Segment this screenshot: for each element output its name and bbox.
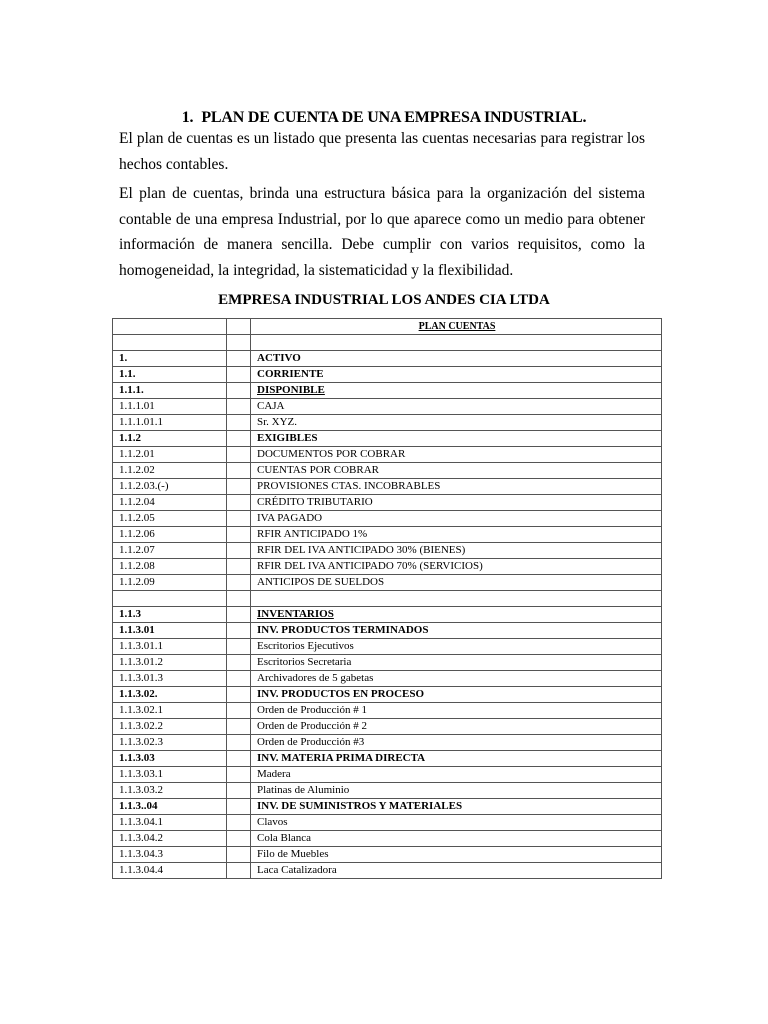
table-cell <box>227 319 251 335</box>
account-code: 1.1.3.04.3 <box>113 847 227 863</box>
account-name: Platinas de Aluminio <box>251 783 662 799</box>
account-code: 1.1.2.08 <box>113 559 227 575</box>
account-name: Orden de Producción # 2 <box>251 719 662 735</box>
account-name: INV. DE SUMINISTROS Y MATERIALES <box>251 799 662 815</box>
table-row <box>113 703 662 719</box>
account-name: CORRIENTE <box>251 367 662 383</box>
table-header-row <box>113 319 662 335</box>
section-number: 1. <box>181 109 194 126</box>
table-row <box>113 671 662 687</box>
table-row <box>113 799 662 815</box>
account-name: Sr. XYZ. <box>251 415 662 431</box>
account-name: RFIR DEL IVA ANTICIPADO 70% (SERVICIOS) <box>251 559 662 575</box>
account-code: 1.1.3.04.1 <box>113 815 227 831</box>
account-name: Laca Catalizadora <box>251 863 662 879</box>
table-row <box>113 431 662 447</box>
table-row <box>113 511 662 527</box>
section-heading <box>0 108 768 128</box>
account-code: 1.1.3.01.3 <box>113 671 227 687</box>
account-name: Madera <box>251 767 662 783</box>
account-code: 1.1. <box>113 367 227 383</box>
table-cell <box>113 319 227 335</box>
table-spacer-row <box>113 591 662 607</box>
account-name: Filo de Muebles <box>251 847 662 863</box>
table-row <box>113 447 662 463</box>
account-code: 1.1.3.03.2 <box>113 783 227 799</box>
account-name: INV. PRODUCTOS TERMINADOS <box>251 623 662 639</box>
account-name: Clavos <box>251 815 662 831</box>
table-row <box>113 575 662 591</box>
table-row <box>113 735 662 751</box>
table-row <box>113 367 662 383</box>
table-row <box>113 815 662 831</box>
account-name: Cola Blanca <box>251 831 662 847</box>
account-name: INV. MATERIA PRIMA DIRECTA <box>251 751 662 767</box>
account-code: 1.1.2.01 <box>113 447 227 463</box>
account-name: RFIR ANTICIPADO 1% <box>251 527 662 543</box>
table-row <box>113 639 662 655</box>
account-name: DISPONIBLE <box>251 383 662 399</box>
section-title: PLAN DE CUENTA DE UNA EMPRESA INDUSTRIAL. <box>201 109 587 126</box>
table-row <box>113 687 662 703</box>
account-code: 1.1.2.02 <box>113 463 227 479</box>
account-code: 1.1.2.07 <box>113 543 227 559</box>
account-code: 1.1.3.01.1 <box>113 639 227 655</box>
chart-of-accounts-table <box>112 318 662 879</box>
account-code: 1.1.3.02.3 <box>113 735 227 751</box>
table-row <box>113 463 662 479</box>
table-row <box>113 415 662 431</box>
account-name: CAJA <box>251 399 662 415</box>
table-spacer-row <box>113 335 662 351</box>
account-code: 1.1.2.09 <box>113 575 227 591</box>
company-title: EMPRESA INDUSTRIAL LOS ANDES CIA LTDA <box>218 292 550 308</box>
account-code: 1.1.2 <box>113 431 227 447</box>
account-code: 1. <box>113 351 227 367</box>
table-row <box>113 607 662 623</box>
account-name: Archivadores de 5 gabetas <box>251 671 662 687</box>
table-row <box>113 751 662 767</box>
account-name: EXIGIBLES <box>251 431 662 447</box>
account-code: 1.1.3.01.2 <box>113 655 227 671</box>
account-name: PROVISIONES CTAS. INCOBRABLES <box>251 479 662 495</box>
account-name: IVA PAGADO <box>251 511 662 527</box>
table-row <box>113 399 662 415</box>
account-code: 1.1.2.04 <box>113 495 227 511</box>
account-name: Escritorios Ejecutivos <box>251 639 662 655</box>
account-code: 1.1.3.02.2 <box>113 719 227 735</box>
table-header-cell <box>251 319 662 335</box>
table-row <box>113 783 662 799</box>
account-code: 1.1.3.02.1 <box>113 703 227 719</box>
account-name: Escritorios Secretaria <box>251 655 662 671</box>
table-row <box>113 559 662 575</box>
account-name: Orden de Producción # 1 <box>251 703 662 719</box>
table-row <box>113 767 662 783</box>
account-name: ANTICIPOS DE SUELDOS <box>251 575 662 591</box>
account-code: 1.1.2.03.(-) <box>113 479 227 495</box>
table-header-label: PLAN CUENTAS <box>418 321 496 332</box>
account-code: 1.1.3..04 <box>113 799 227 815</box>
account-name: INVENTARIOS <box>251 607 662 623</box>
account-name: CUENTAS POR COBRAR <box>251 463 662 479</box>
account-code: 1.1.2.06 <box>113 527 227 543</box>
table-row <box>113 847 662 863</box>
table-row <box>113 543 662 559</box>
account-name: Orden de Producción #3 <box>251 735 662 751</box>
table-row <box>113 623 662 639</box>
account-code: 1.1.3 <box>113 607 227 623</box>
account-name: DOCUMENTOS POR COBRAR <box>251 447 662 463</box>
table-row <box>113 655 662 671</box>
table-row <box>113 383 662 399</box>
account-code: 1.1.1.01.1 <box>113 415 227 431</box>
account-name: ACTIVO <box>251 351 662 367</box>
account-name: INV. PRODUCTOS EN PROCESO <box>251 687 662 703</box>
description-paragraph: El plan de cuentas, brinda una estructura básica para la organización del sistema contable de una empresa Industrial, por lo que aparece como un medio para obtener información de manera sencilla. Debe cumplir con varios requisitos, como la homogeneidad, la integridad, la sistematicidad y la flexibilidad. <box>119 185 645 279</box>
table-row <box>113 495 662 511</box>
account-code: 1.1.3.04.4 <box>113 863 227 879</box>
account-code: 1.1.2.05 <box>113 511 227 527</box>
table-row <box>113 831 662 847</box>
table-row <box>113 863 662 879</box>
table-row <box>113 719 662 735</box>
account-code: 1.1.3.04.2 <box>113 831 227 847</box>
account-name: CRÉDITO TRIBUTARIO <box>251 495 662 511</box>
account-code: 1.1.3.01 <box>113 623 227 639</box>
account-code: 1.1.3.03.1 <box>113 767 227 783</box>
account-code: 1.1.1. <box>113 383 227 399</box>
account-code: 1.1.1.01 <box>113 399 227 415</box>
table-row <box>113 479 662 495</box>
account-code: 1.1.3.03 <box>113 751 227 767</box>
account-code: 1.1.3.02. <box>113 687 227 703</box>
account-name: RFIR DEL IVA ANTICIPADO 30% (BIENES) <box>251 543 662 559</box>
table-row <box>113 351 662 367</box>
table-row <box>113 527 662 543</box>
intro-paragraph: El plan de cuentas es un listado que presenta las cuentas necesarias para registrar los hechos contables. <box>119 130 645 173</box>
